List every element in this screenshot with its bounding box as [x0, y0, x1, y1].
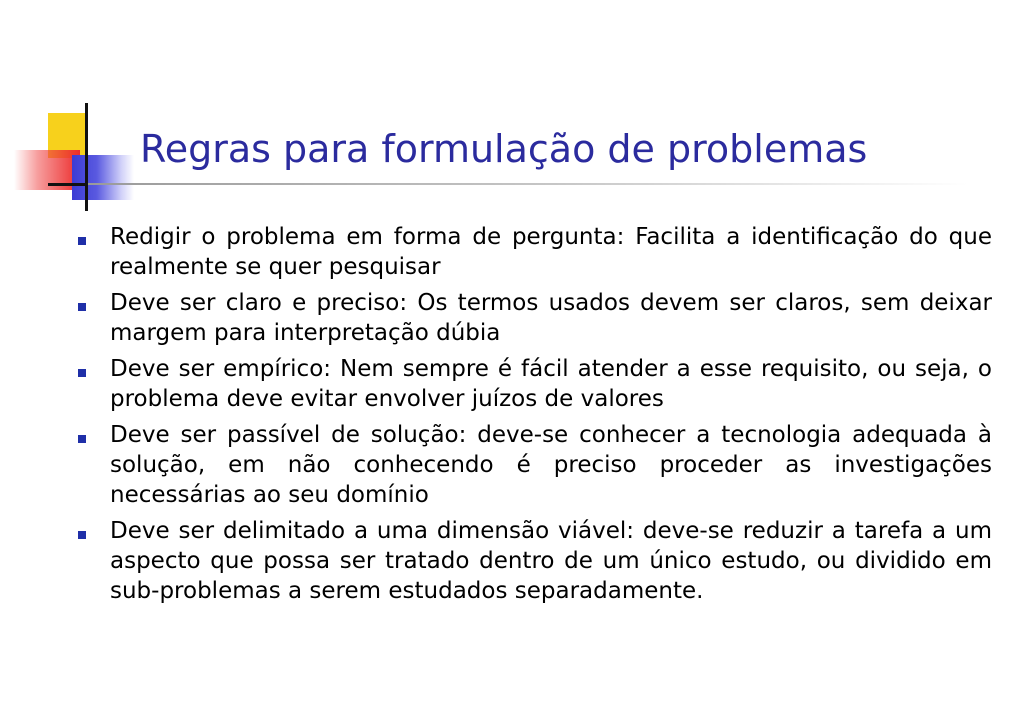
square-bullet-icon: [78, 435, 86, 443]
list-item: [78, 288, 992, 348]
list-item: [78, 354, 992, 414]
bullet-text: Deve ser empírico: Nem sempre é fácil atender a esse requisito, ou seja, o problema deve evitar envolver juízos de valores: [110, 356, 992, 412]
list-item: [78, 516, 992, 606]
logo-vertical-line: [85, 103, 88, 211]
bullet-list: [78, 222, 992, 612]
bullet-text: Deve ser claro e preciso: Os termos usados devem ser claros, sem deixar margem para interpretação dúbia: [110, 290, 992, 346]
title-divider: [88, 183, 968, 185]
bullet-text: Deve ser passível de solução: deve-se conhecer a tecnologia adequada à solução, em não conhecendo é preciso proceder as investigações necessárias ao seu domínio: [110, 422, 992, 508]
square-bullet-icon: [78, 369, 86, 377]
decorative-logo: [0, 95, 150, 220]
bullet-text: Redigir o problema em forma de pergunta: Facilita a identificação do que realmente se quer pesquisar: [110, 224, 992, 280]
logo-horizontal-line: [48, 183, 88, 186]
square-bullet-icon: [78, 531, 86, 539]
slide-title: Regras para formulação de problemas: [140, 127, 868, 171]
logo-blue-square: [72, 155, 134, 200]
square-bullet-icon: [78, 237, 86, 245]
list-item: [78, 222, 992, 282]
bullet-text: Deve ser delimitado a uma dimensão viável: deve-se reduzir a tarefa a um aspecto que possa ser tratado dentro de um único estudo, ou dividido em sub-problemas a serem estudados separadamente.: [110, 518, 992, 604]
square-bullet-icon: [78, 303, 86, 311]
list-item: [78, 420, 992, 510]
